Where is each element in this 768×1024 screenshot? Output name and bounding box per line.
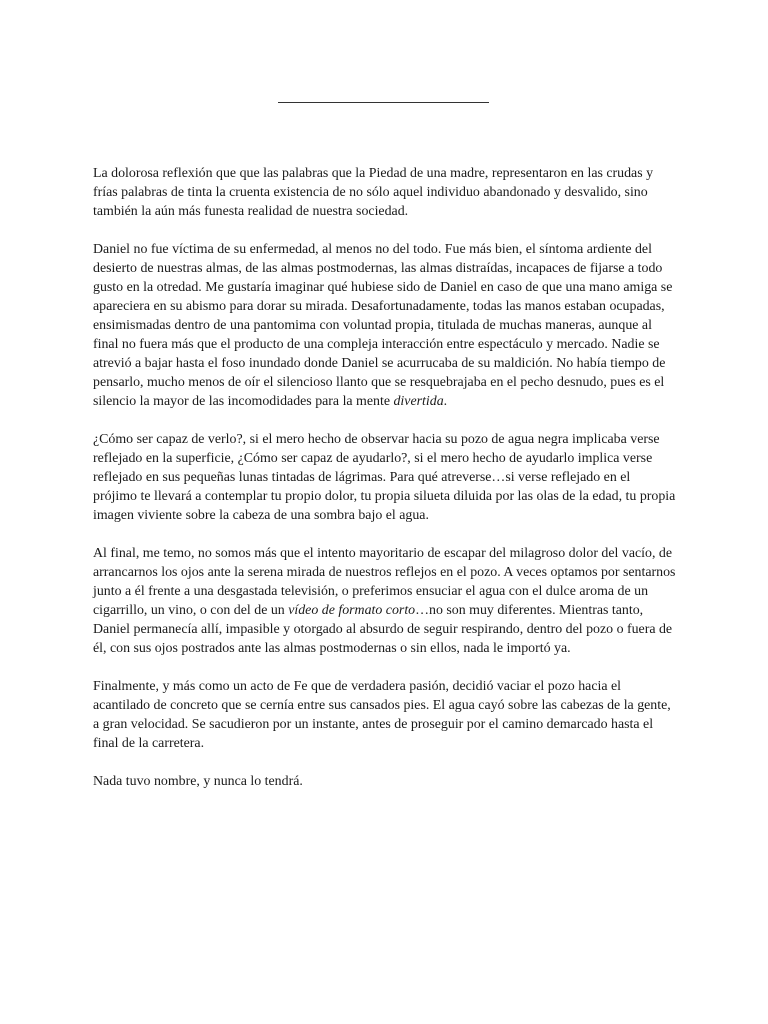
paragraph-text: Al final, me temo, no somos más que el intento mayoritario de escapar del milagroso dolor del vacío, de arrancarnos los ojos ante la serena mirada de nuestros reflejos en el pozo. A veces optamos por sentarnos junto a él frente a una desgastada televisión, o preferimos ensuciar el agua con el dulce aroma de un cigarrillo, un vino, o con del de un (93, 546, 676, 618)
emphasized-text: vídeo de formato corto (288, 603, 416, 618)
emphasized-text: divertida (393, 394, 444, 409)
paragraph (93, 164, 677, 221)
paragraph-text: Nada tuvo nombre, y nunca lo tendrá. (93, 774, 303, 789)
paragraph-text: . (443, 394, 448, 409)
paragraph (93, 677, 677, 753)
closing-line (93, 772, 677, 791)
paragraph-text: La dolorosa reflexión que que las palabras que la Piedad de una madre, representaron en las crudas y frías palabras de tinta la cruenta existencia de no sólo aquel individuo abandonado y desvalido, sino también la aún más funesta realidad de nuestra sociedad. (93, 166, 654, 219)
paragraph (93, 240, 677, 411)
paragraph (93, 544, 677, 658)
paragraph (93, 430, 677, 525)
document-body (93, 164, 677, 810)
paragraph-text: Daniel no fue víctima de su enfermedad, al menos no del todo. Fue más bien, el síntoma ardiente del desierto de nuestras almas, de las almas postmodernas, las almas distraídas, incapaces de fijarse a todo gusto en la otredad. Me gustaría imaginar qué hubiese sido de Daniel en caso de que una mano amiga se apareciera en su abismo para dorar su mirada. Desafortunadamente, todas las manos estaban ocupadas, ensimismadas dentro de una pantomima con voluntad propia, titulada de muchas maneras, aunque al final no fuera más que el producto de una compleja interacción entre espectáculo y mercado. Nadie se atrevió a bajar hasta el foso inundado donde Daniel se acurrucaba de su maldición. No había tiempo de pensarlo, mucho menos de oír el silencioso llanto que se resquebrajaba en el pecho desnudo, pues es el silencio la mayor de las incomodidades para la mente (93, 242, 673, 409)
paragraph-text: ¿Cómo ser capaz de verlo?, si el mero hecho de observar hacia su pozo de agua negra implicaba verse reflejado en la superficie, ¿Cómo ser capaz de ayudarlo?, si el mero hecho de ayudarlo implica verse reflejado en sus pequeñas lunas tintadas de lágrimas. Para qué atreverse…si verse reflejado en el prójimo te llevará a contemplar tu propio dolor, tu propia silueta diluida por las olas de la edad, tu propia imagen viviente sobre la cabeza de una sombra bajo el agua. (93, 432, 676, 523)
horizontal-rule (278, 102, 489, 103)
paragraph-text: …no son muy diferentes. Mientras tanto, Daniel permanecía allí, impasible y otorgado al absurdo de seguir respirando, dentro del pozo o fuera de él, con sus ojos postrados ante las almas postmodernas o sin ellos, nada le importó ya. (93, 603, 673, 656)
paragraph-text: Finalmente, y más como un acto de Fe que de verdadera pasión, decidió vaciar el pozo hacia el acantilado de concreto que se cernía entre sus cansados pies. El agua cayó sobre las cabezas de la gente, a gran velocidad. Se sacudieron por un instante, antes de proseguir por el camino demarcado hasta el final de la carretera. (93, 679, 671, 751)
